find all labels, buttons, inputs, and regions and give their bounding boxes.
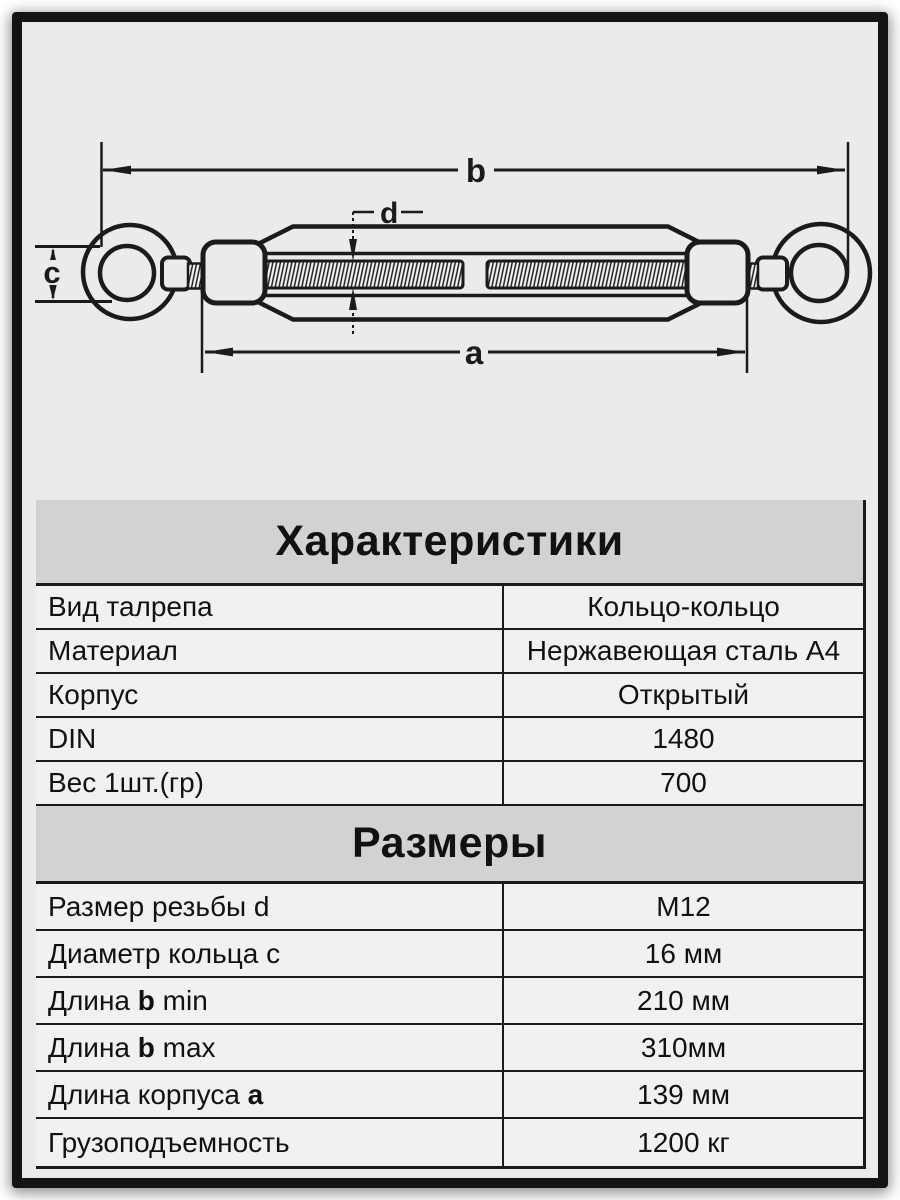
spec-value: 210 мм [502, 978, 863, 1023]
nut-left [203, 242, 265, 303]
label-bold: b [137, 984, 155, 1016]
table-row [36, 884, 863, 931]
dimension-c-label: c [43, 255, 61, 290]
label-text: Длина [48, 984, 138, 1016]
table-section-header-dimensions: Размеры [36, 806, 863, 884]
nut-right [687, 242, 748, 303]
dimension-b-label: b [465, 152, 487, 189]
spec-label [36, 931, 502, 976]
label-bold: b [137, 1031, 155, 1063]
table-row [36, 586, 863, 630]
label-bold: a [247, 1078, 264, 1110]
table-row [36, 978, 863, 1025]
dimension-d-label: d [380, 197, 399, 230]
spec-value: Кольцо-кольцо [502, 586, 863, 628]
table-section-header-characteristics: Характеристики [36, 500, 863, 586]
shank-right [757, 258, 787, 290]
thread-rod-right [487, 261, 687, 288]
spec-value: М12 [502, 884, 863, 929]
table-row [36, 931, 863, 978]
label-text: Размер резьбы d [48, 890, 270, 922]
table-row [36, 1119, 863, 1166]
label-text: Длина [48, 1031, 138, 1063]
spec-label [36, 586, 502, 628]
label-text: Длина корпуса [48, 1078, 248, 1110]
turnbuckle-technical-drawing [0, 0, 900, 480]
label-suffix: max [154, 1031, 216, 1063]
table-row [36, 762, 863, 806]
label-text: Грузоподъемность [48, 1126, 290, 1158]
table-row [36, 1025, 863, 1072]
spec-label [36, 884, 502, 929]
spec-value: 1200 кг [502, 1119, 863, 1166]
spec-label [36, 1072, 502, 1117]
spec-value: 1480 [502, 718, 863, 760]
spec-value: Нержавеющая сталь А4 [502, 630, 863, 672]
spec-value: 16 мм [502, 931, 863, 976]
label-text: Корпус [48, 679, 139, 710]
dimensions-rows [36, 884, 863, 1166]
label-text: Вид талрепа [48, 591, 213, 622]
table-row [36, 674, 863, 718]
table-row [36, 630, 863, 674]
spec-label [36, 762, 502, 804]
label-suffix: min [154, 984, 208, 1016]
spec-label [36, 1025, 502, 1070]
spec-label [36, 1119, 502, 1166]
spec-label [36, 978, 502, 1023]
label-text: DIN [48, 723, 97, 754]
table-row [36, 1072, 863, 1119]
spec-label [36, 718, 502, 760]
spec-value: 700 [502, 762, 863, 804]
spec-value: Открытый [502, 674, 863, 716]
characteristics-rows [36, 586, 863, 806]
label-text: Материал [48, 635, 178, 666]
label-text: Диаметр кольца c [48, 937, 281, 969]
spec-value: 310мм [502, 1025, 863, 1070]
table-row [36, 718, 863, 762]
thread-rod-left [265, 261, 463, 288]
spec-label [36, 630, 502, 672]
shank-left [162, 258, 190, 290]
spec-table [36, 500, 866, 1169]
spec-value: 139 мм [502, 1072, 863, 1117]
label-text: Вес 1шт.(гр) [48, 767, 204, 798]
dimension-a-label: a [464, 334, 484, 371]
spec-label [36, 674, 502, 716]
